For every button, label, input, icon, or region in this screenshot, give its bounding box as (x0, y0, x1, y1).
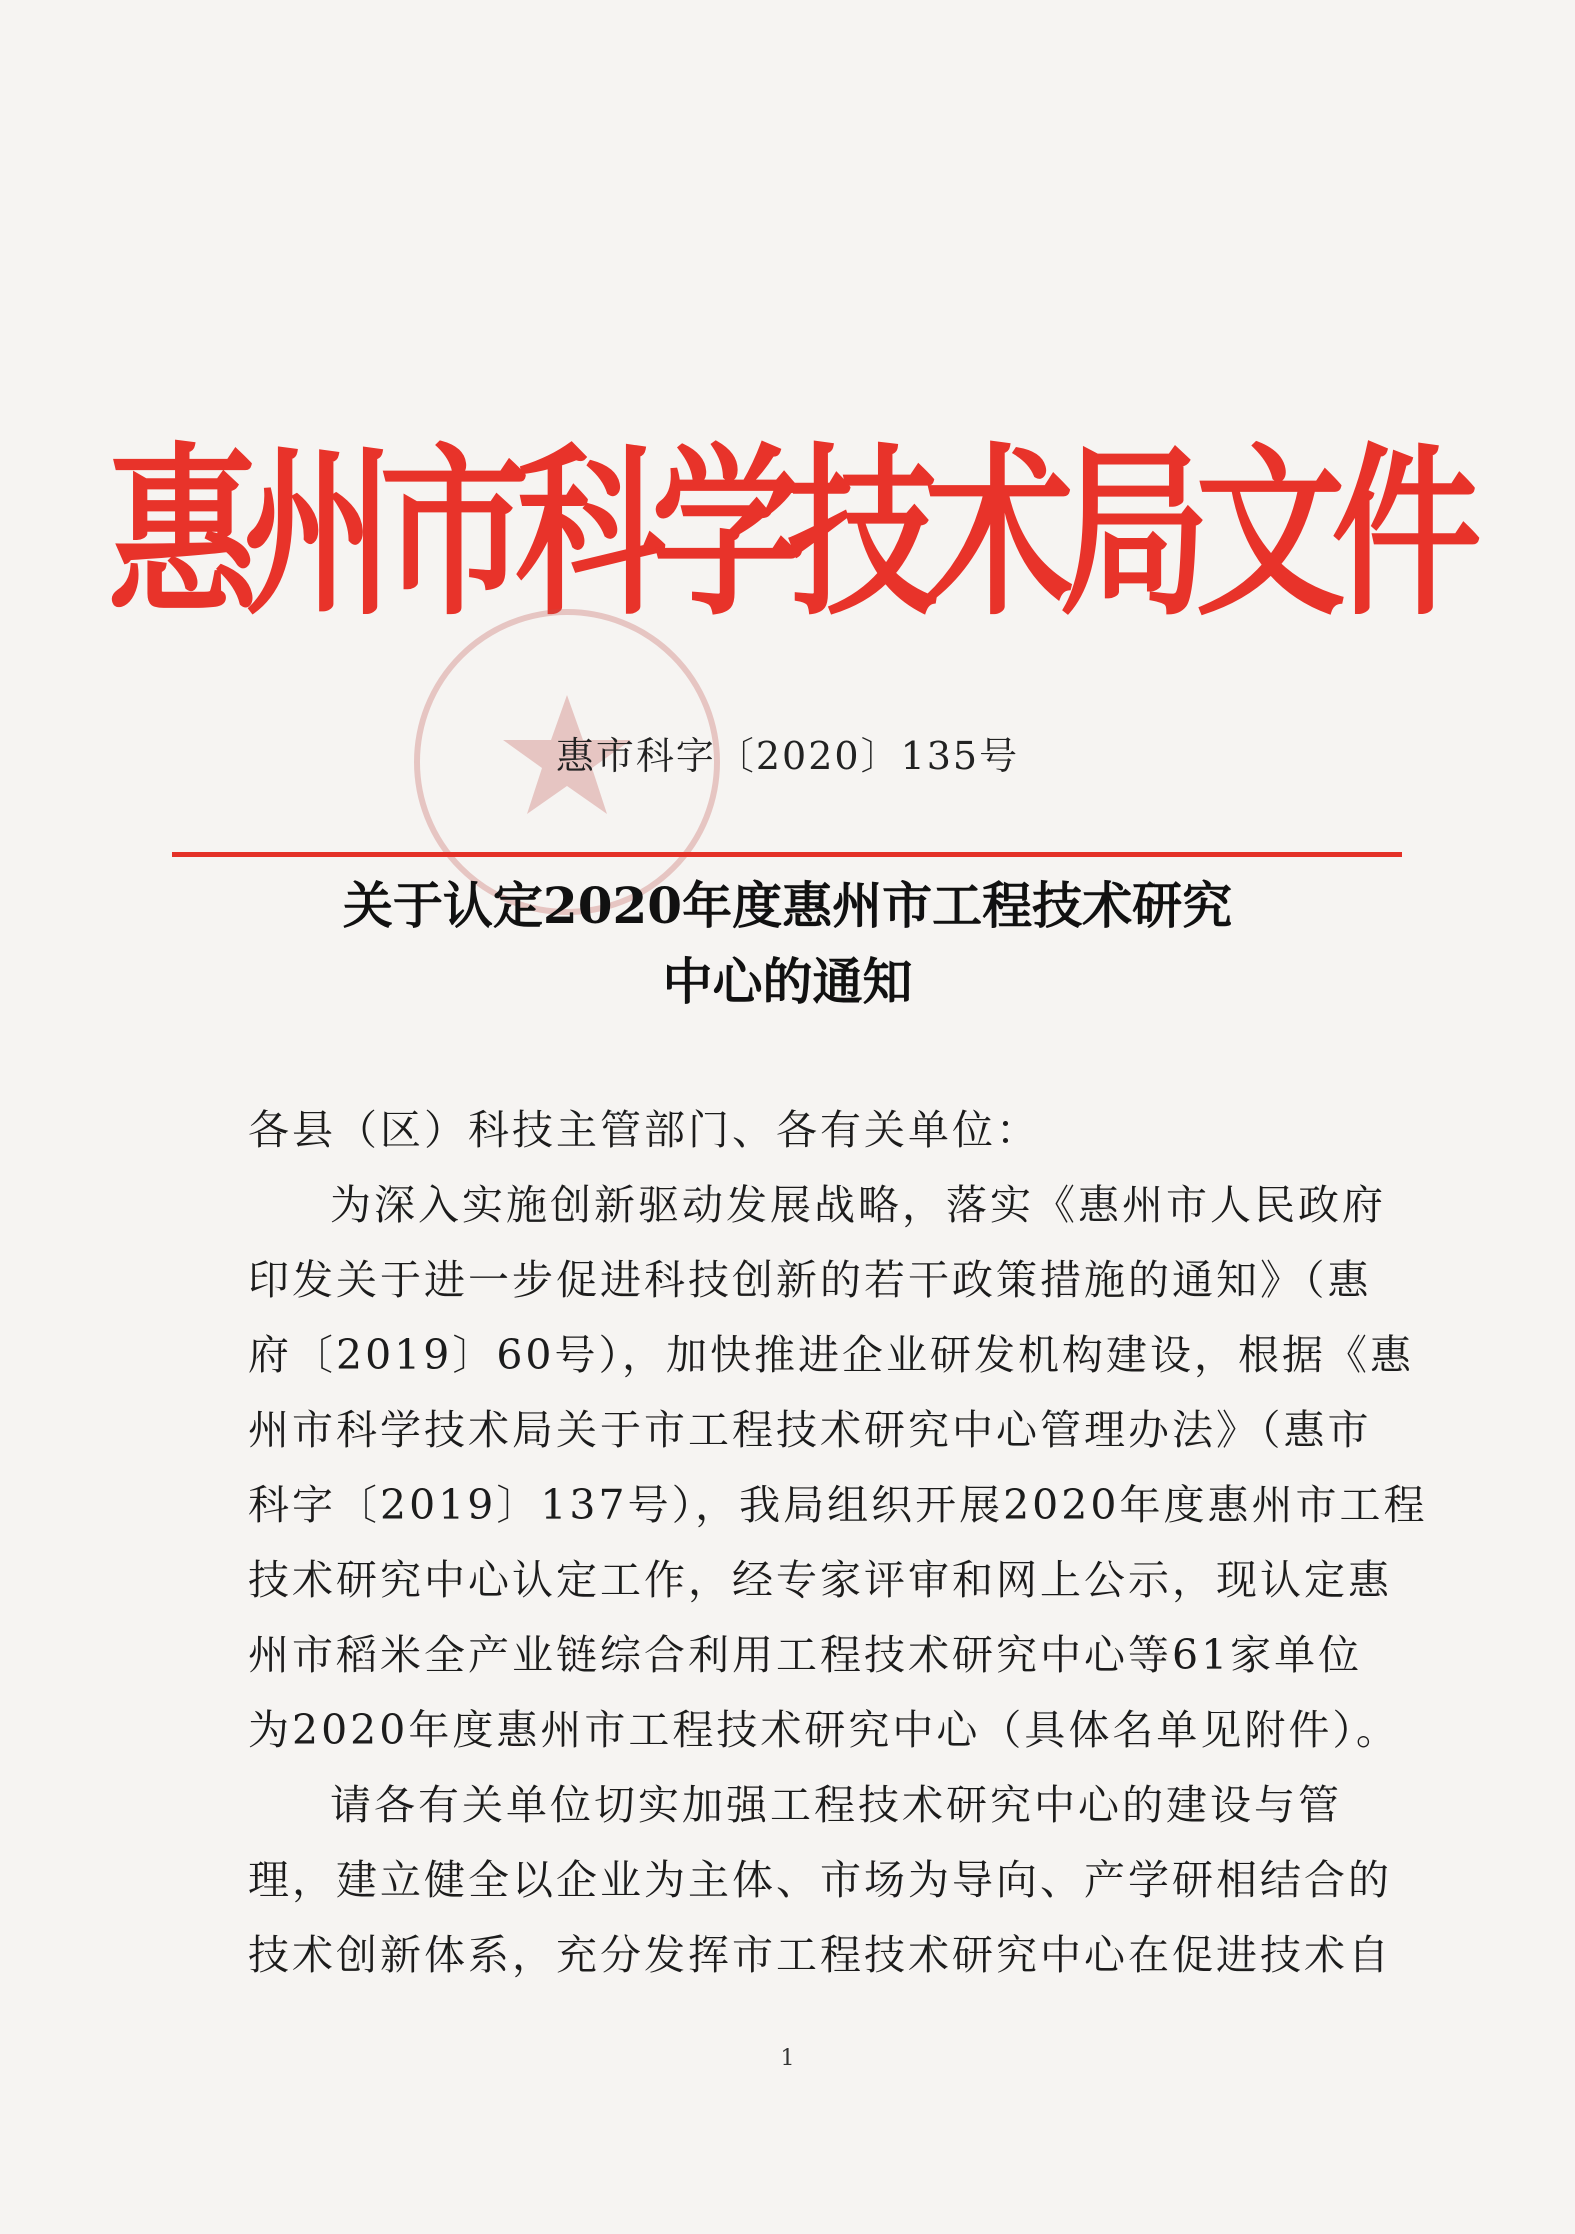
body-line: 府〔2019〕60号），加快推进企业研发机构建设，根据《惠 (248, 1331, 1415, 1379)
body-line: 技术创新体系，充分发挥市工程技术研究中心在促进技术自 (248, 1931, 1392, 1979)
body-line: 科字〔2019〕137号），我局组织开展2020年度惠州市工程 (248, 1481, 1428, 1529)
body-line: 为深入实施创新驱动发展战略，落实《惠州市人民政府 (330, 1181, 1386, 1229)
notice-title-line-1: 关于认定2020年度惠州市工程技术研究 (342, 876, 1233, 935)
body-line: 州市科学技术局关于市工程技术研究中心管理办法》（惠市 (248, 1406, 1372, 1454)
body-line: 印发关于进一步促进科技创新的若干政策措施的通知》（惠 (248, 1256, 1372, 1304)
salutation: 各县（区）科技主管部门、各有关单位： (248, 1106, 1040, 1154)
body-line: 为2020年度惠州市工程技术研究中心（具体名单见附件）。 (248, 1706, 1400, 1754)
body-line: 理，建立健全以企业为主体、市场为导向、产学研相结合的 (248, 1856, 1392, 1904)
notice-title-line-2: 中心的通知 (662, 952, 913, 1011)
page-number: 1 (780, 2046, 795, 2071)
document-number: 惠市科字〔2020〕135号 (555, 734, 1020, 778)
body-line: 州市稻米全产业链综合利用工程技术研究中心等61家单位 (248, 1631, 1363, 1679)
agency-header-title: 惠州市科学技术局文件 (107, 428, 1468, 641)
red-divider-line (172, 852, 1402, 857)
body-line: 技术研究中心认定工作，经专家评审和网上公示，现认定惠 (248, 1556, 1392, 1604)
body-line: 请各有关单位切实加强工程技术研究中心的建设与管 (330, 1781, 1342, 1829)
